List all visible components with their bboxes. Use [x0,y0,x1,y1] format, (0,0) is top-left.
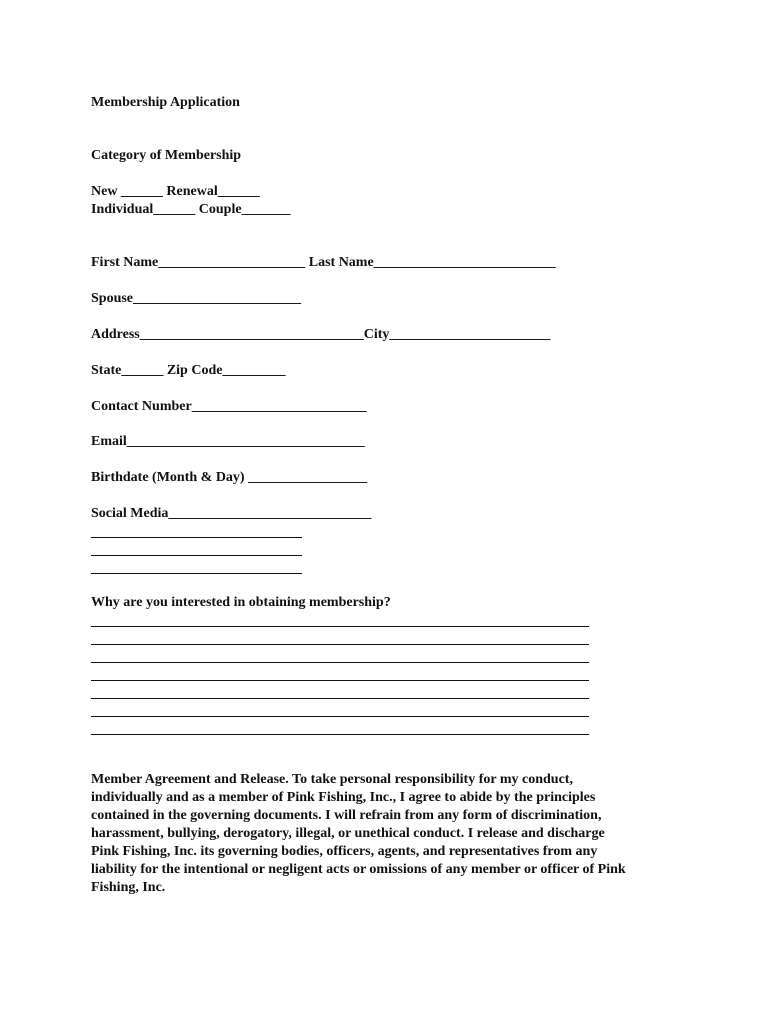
category-heading: Category of Membership [91,148,242,163]
address-city-field[interactable]: Address________________________________City_______________________ [91,327,551,342]
birthdate-field[interactable]: Birthdate (Month & Day) _________________ [91,470,368,485]
spouse-field[interactable]: Spouse________________________ [91,291,302,306]
interest-answer-line[interactable] [91,644,589,645]
email-field[interactable]: Email__________________________________ [91,434,365,449]
page-title: Membership Application [91,95,240,110]
category-new-renewal-field[interactable]: New ______ Renewal______ [91,184,260,199]
interest-answer-line[interactable] [91,662,589,663]
interest-answer-line[interactable] [91,626,589,627]
name-field-line[interactable]: First Name_____________________ Last Name__________________________ [91,255,556,270]
interest-question: Why are you interested in obtaining membership? [91,595,391,610]
interest-answer-line[interactable] [91,734,589,735]
contact-number-field[interactable]: Contact Number_________________________ [91,399,367,414]
interest-answer-line[interactable] [91,716,589,717]
social-media-blank-line[interactable] [91,537,302,538]
interest-answer-line[interactable] [91,680,589,681]
member-agreement-paragraph: Member Agreement and Release. To take personal responsibility for my conduct, individually and as a member of Pink Fishing, Inc., I agree to abide by the principles contained in the governing documents. I will refrain from any form of discrimination, harassment, bullying, derogatory, illegal, or unethical conduct. I release and discharge Pink Fishing, Inc. its governing bodies, officers, agents, and representatives from any liability for the intentional or negligent acts or omissions of any member or officer of Pink Fishing, Inc. [91,772,626,895]
social-media-field[interactable]: Social Media_____________________________ [91,506,372,521]
category-individual-couple-field[interactable]: Individual______ Couple_______ [91,202,291,217]
state-zip-field[interactable]: State______ Zip Code_________ [91,363,286,378]
social-media-blank-line[interactable] [91,555,302,556]
social-media-blank-line[interactable] [91,573,302,574]
interest-answer-line[interactable] [91,698,589,699]
